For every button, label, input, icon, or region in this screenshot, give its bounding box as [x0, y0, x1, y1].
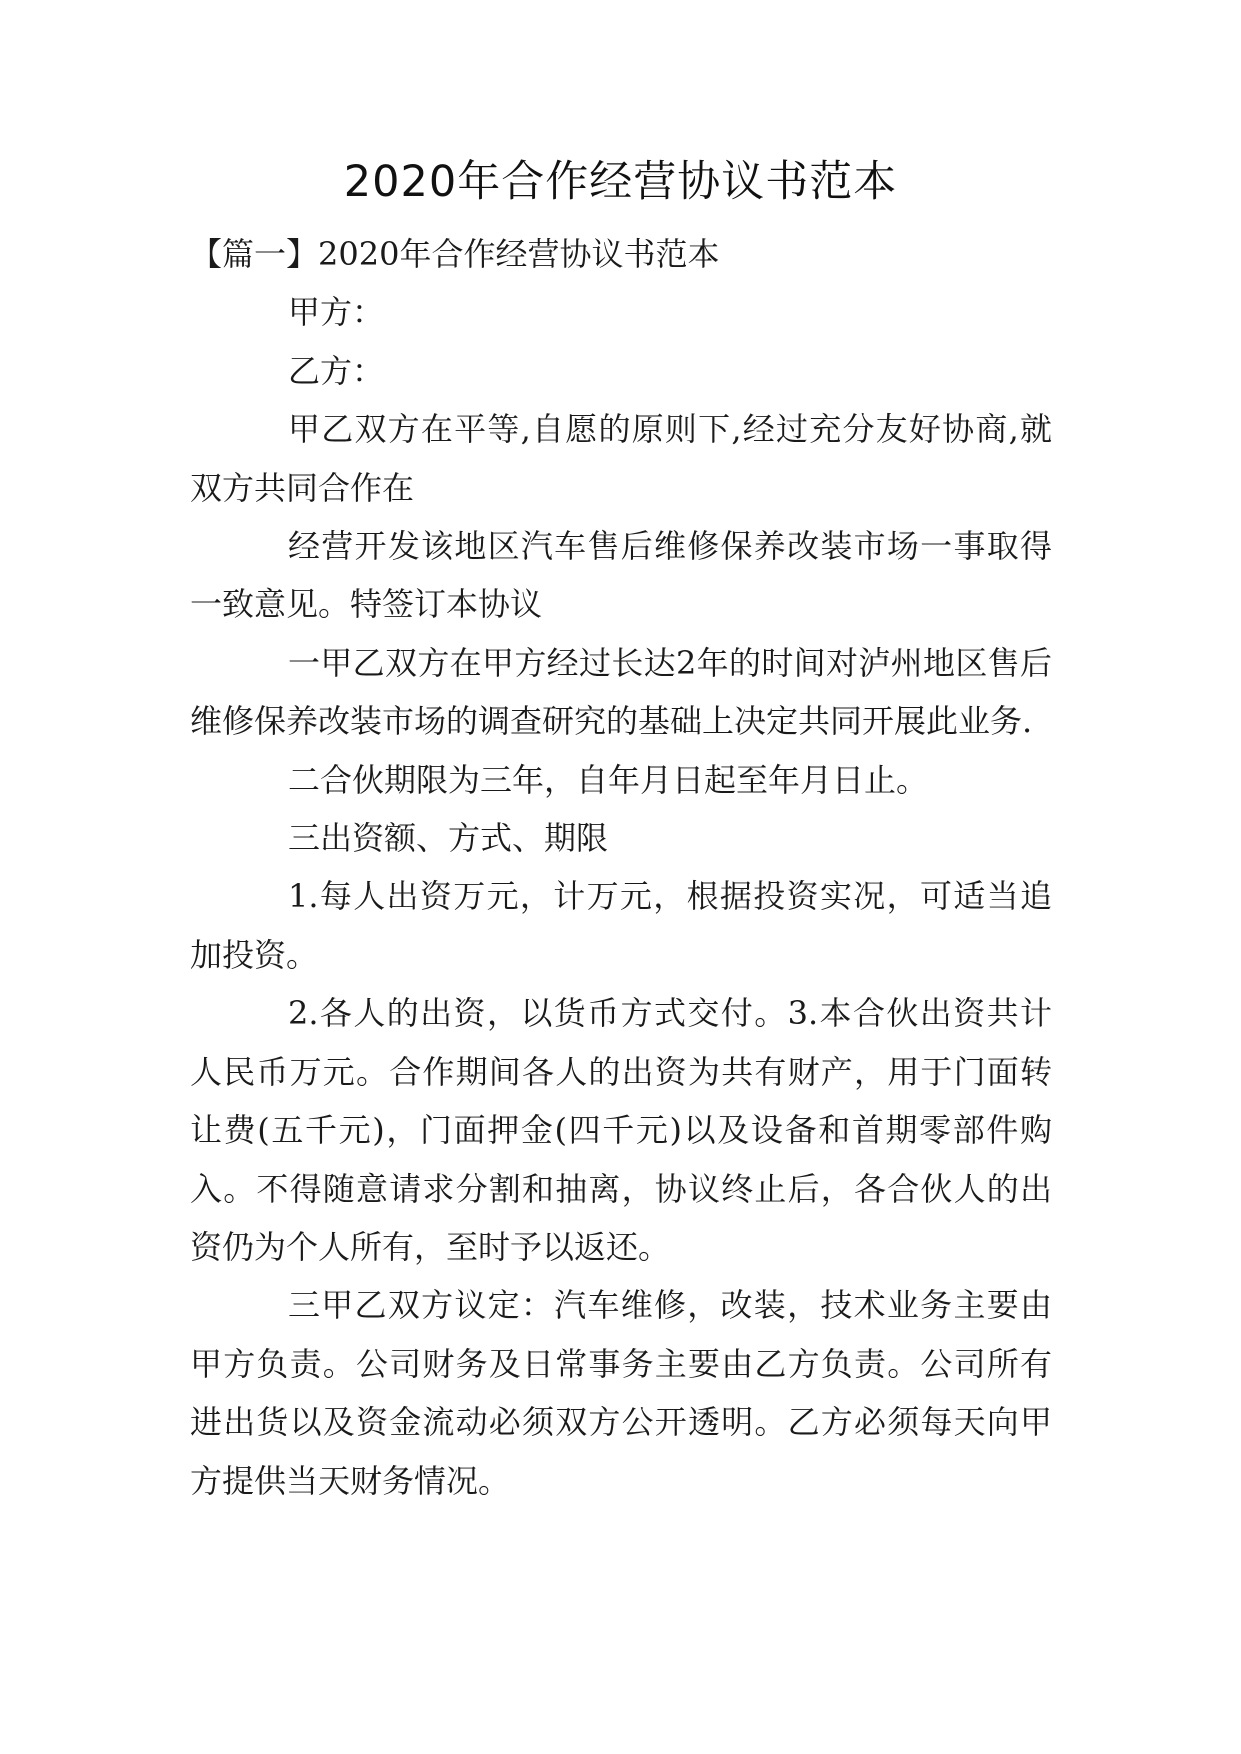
- paragraph-clause-2: 二合伙期限为三年，自年月日起至年月日止。: [288, 760, 929, 799]
- paragraph-clause-1: 一甲乙双方在甲方经过长达2年的时间对泸州地区售后维修保养改装市场的调查研究的基础上决定共同开展此业务.: [190, 643, 1052, 741]
- paragraph-clause-responsibilities: 三甲乙双方议定：汽车维修，改装，技术业务主要由甲方负责。公司财务及日常事务主要由乙方负责。公司所有进出货以及资金流动必须双方公开透明。乙方必须每天向甲方提供当天财务情况。: [190, 1286, 1052, 1500]
- party-a-line: 甲方：: [288, 293, 385, 332]
- document-title: 2020年合作经营协议书范本: [343, 157, 898, 207]
- paragraph-clause-3-heading: 三出资额、方式、期限: [288, 819, 609, 858]
- document-body: [190, 225, 1052, 1510]
- paragraph-intro: 甲乙双方在平等,自愿的原则下,经过充分友好协商,就双方共同合作在: [190, 410, 1052, 507]
- paragraph-clause-3-item-1: 1.每人出资万元，计万元，根据投资实况，可适当追加投资。: [190, 877, 1052, 974]
- paragraph-clause-3-item-2: 2.各人的出资，以货币方式交付。3.本合伙出资共计人民币万元。合作期间各人的出资为共有财产，用于门面转让费(五千元)，门面押金(四千元)以及设备和首期零部件购入。不得随意请求分割和抽离，协议终止后，各合伙人的出资仍为个人所有，至时予以返还。: [190, 994, 1052, 1266]
- party-b-line: 乙方：: [288, 351, 385, 390]
- paragraph-agreement: 经营开发该地区汽车售后维修保养改装市场一事取得一致意见。特签订本协议: [190, 527, 1052, 624]
- section-heading: 【篇一】2020年合作经营协议书范本: [190, 235, 720, 273]
